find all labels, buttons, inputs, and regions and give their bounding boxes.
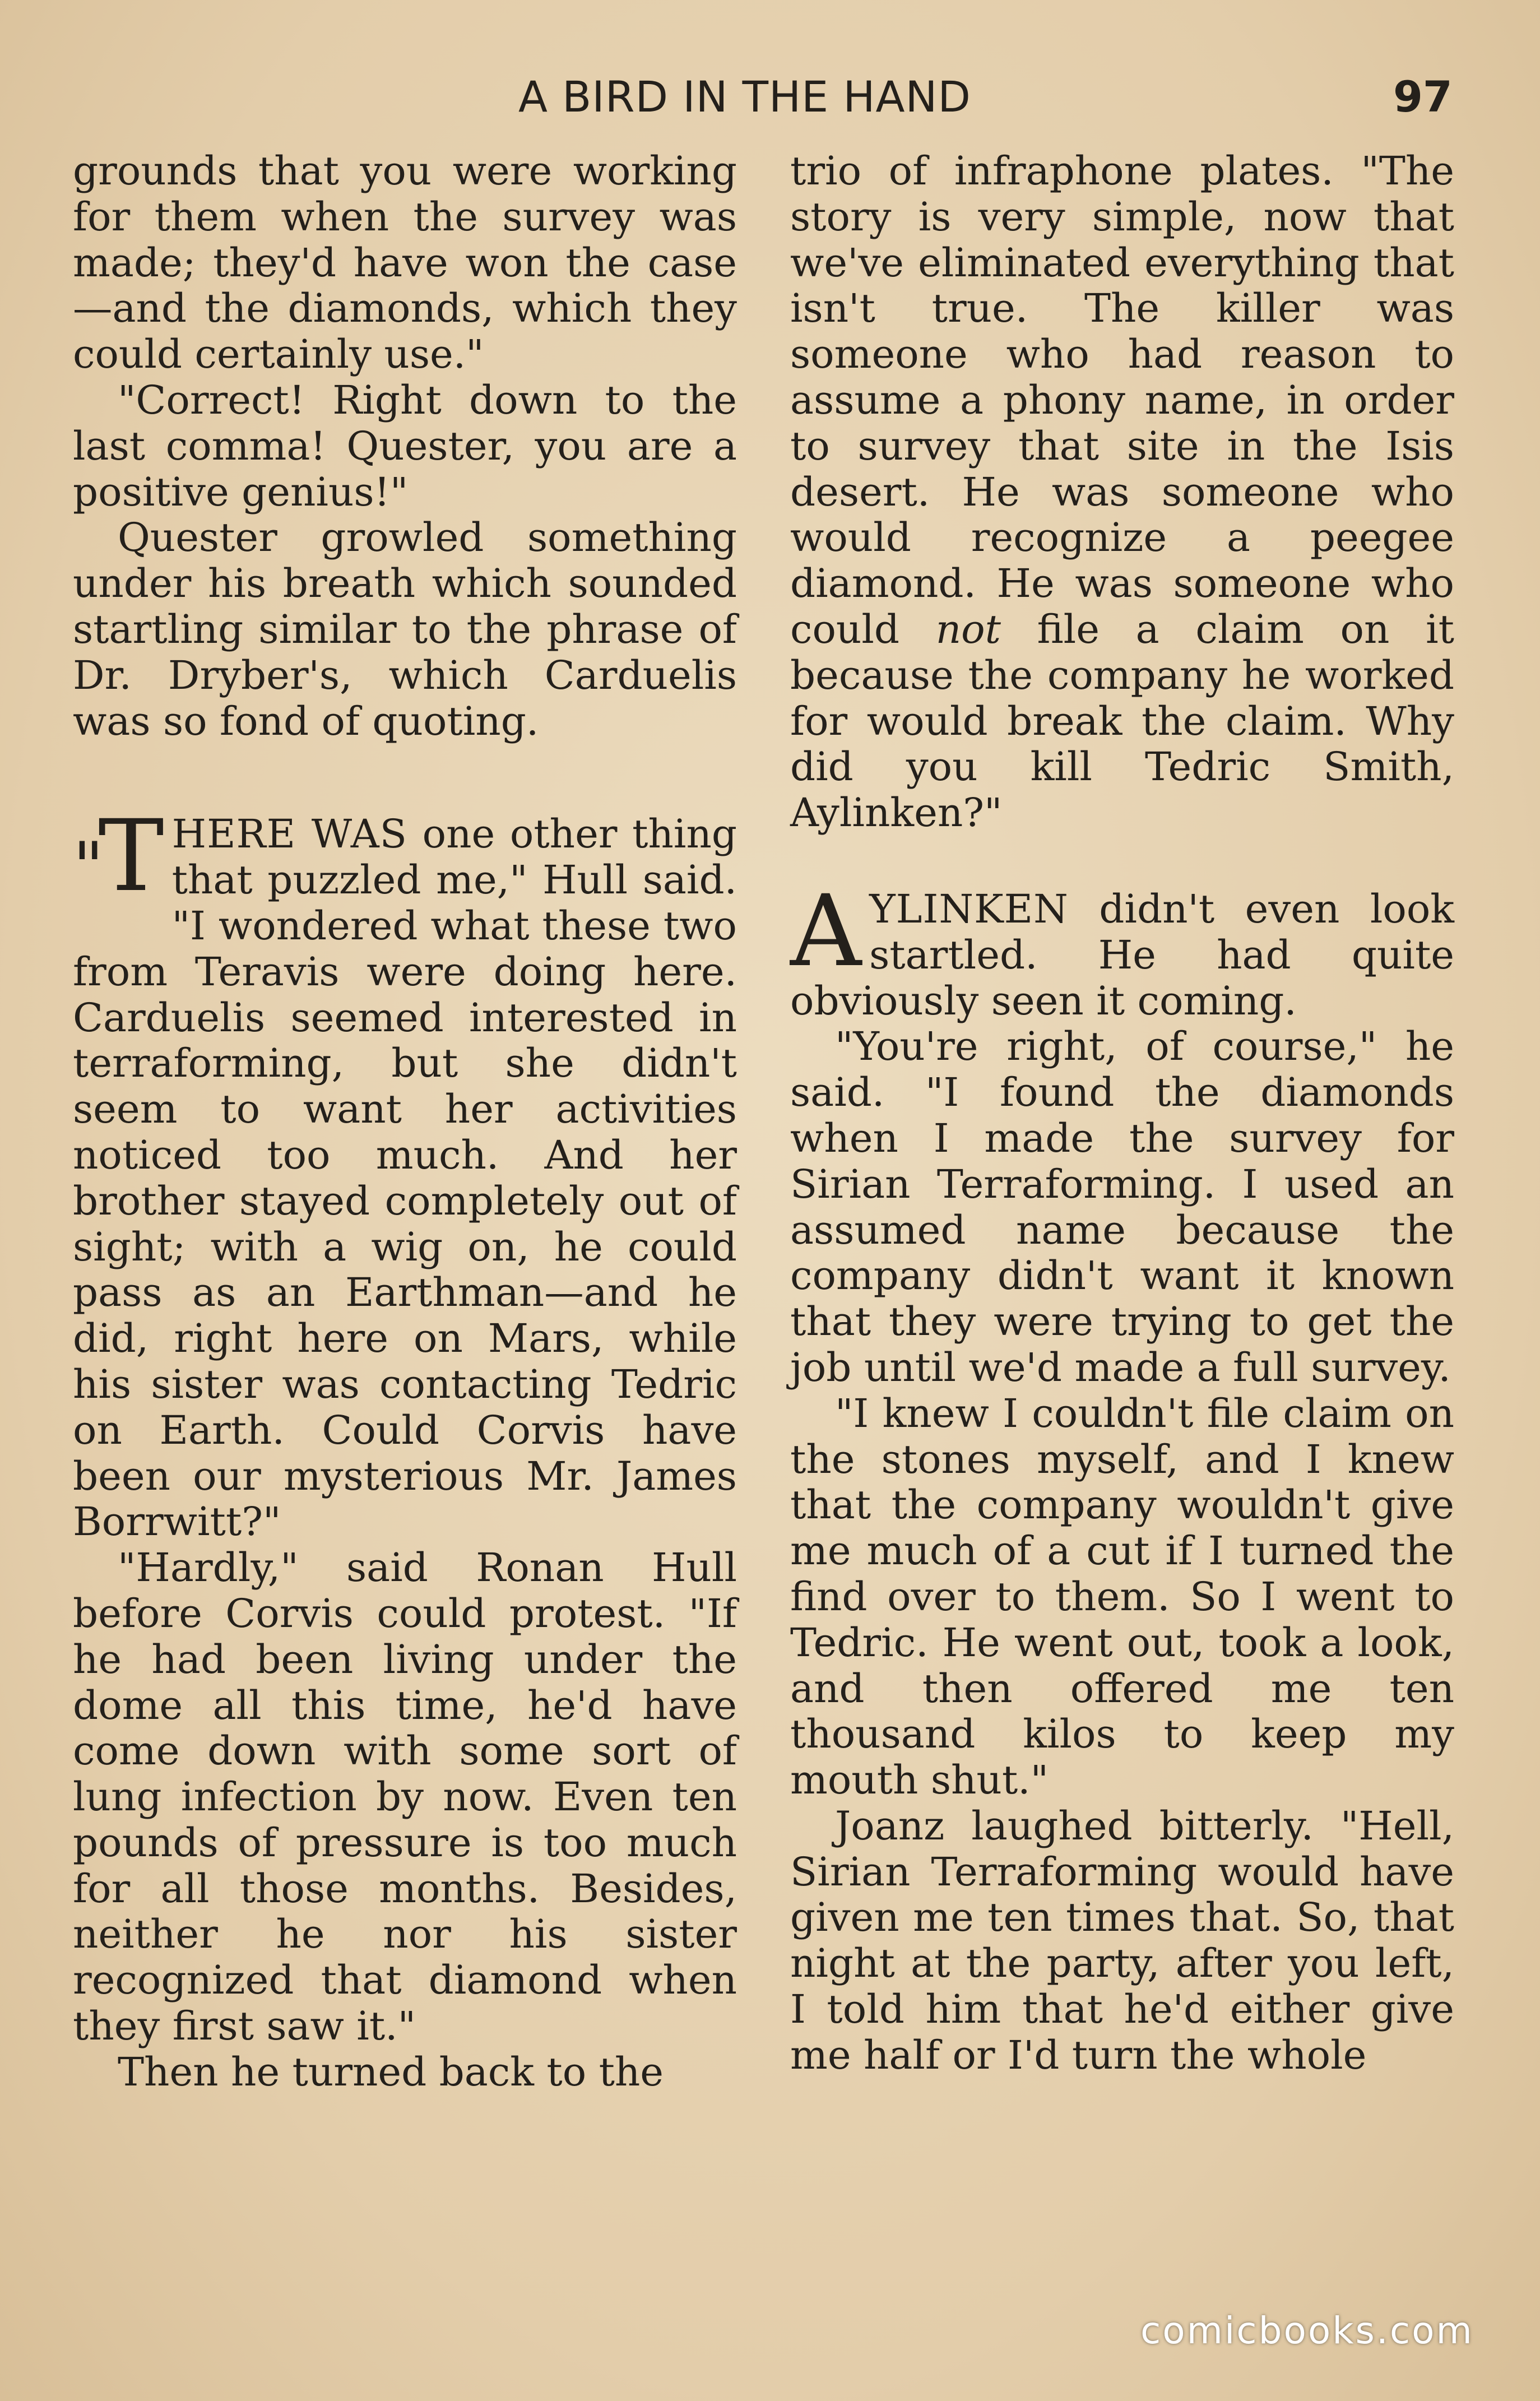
paragraph-text: trio of infraphone plates. "The story is very simple, now that we've eliminated everything that isn't true. The killer was someone who had reason to assume a phony name, in order to survey that site in the Isis desert. He was someone who would recognize a peegee diamond. He was someone who could xyxy=(790,148,1454,652)
paragraph: "You're right, of course," he said. "I found the diamonds when I made the survey for Sirian Terraforming. I used an assumed name because the company didn't want it known that they were trying to get the job until we'd made a full survey. xyxy=(790,1023,1454,1390)
watermark: comicbooks.com xyxy=(1140,2309,1474,2352)
paragraph-text: file a claim on it because the company he worked for would break the claim. Why did you kill Tedric Smith, Aylinken?" xyxy=(790,606,1454,836)
page-number: 97 xyxy=(1393,72,1453,122)
paragraph-text: one other thing that puzzled me," Hull said. "I wondered what these two from Teravis were doing here. Carduelis seemed interested in terraforming, but she didn't seem to want her activities noticed too much. And her brother stayed completely out of sight; with a wig on, he could pass as an Earthman—and he did, right here on Mars, while his sister was contacting Tedric on Earth. Could Corvis have been our mysterious Mr. James Borrwitt?" xyxy=(73,811,737,1545)
section-break xyxy=(790,836,1454,887)
lead-in-caps: YLINKEN xyxy=(869,886,1069,932)
paragraph xyxy=(790,149,1454,836)
paragraph: Joanz laughed bitterly. "Hell, Sirian Terraforming would have given me ten times that. So, that night at the party, after you left, I told him that he'd either give me half or I'd turn the whole xyxy=(790,1802,1454,2078)
drop-cap-quote: " xyxy=(73,828,104,907)
paragraph-dropcap xyxy=(73,799,737,1545)
paragraph: grounds that you were working for them when the survey was made; they'd have won the case—and the diamonds, which they could certainly use." xyxy=(73,148,737,378)
drop-cap: A xyxy=(790,873,862,989)
paragraph: "Hardly," said Ronan Hull before Corvis could protest. "If he had been living under the dome all this time, he'd have come down with some sort of lung infection by now. Even ten pounds of pressure is too much for all those months. Besides, neither he nor his sister recognized that diamond when they first saw it." xyxy=(73,1545,737,2050)
section-break xyxy=(73,744,737,812)
paragraph: "I knew I couldn't file claim on the stones myself, and I knew that the company wouldn't give me much of a cut if I turned the find over to them. So I went to Tedric. He went out, took a look, and then offered me ten thousand kilos to keep my mouth shut." xyxy=(790,1390,1454,1804)
paragraph-dropcap xyxy=(790,873,1454,1024)
right-column xyxy=(790,149,1454,2079)
drop-cap-letter: T xyxy=(98,799,164,914)
paragraph: Quester growled something under his breath which sounded startling similar to the phrase of Dr. Dryber's, which Carduelis was so fond of quoting. xyxy=(73,514,737,744)
left-column xyxy=(73,149,737,2096)
running-header xyxy=(0,72,1540,133)
paragraph-text: didn't even look startled. He had quite obviously seen it coming. xyxy=(790,886,1454,1024)
lead-in-caps: HERE WAS xyxy=(171,811,407,858)
paragraph: Then he turned back to the xyxy=(118,2048,664,2095)
paragraph: "Correct! Right down to the last comma! Quester, you are a positive genius!" xyxy=(73,377,737,515)
drop-cap xyxy=(73,799,164,914)
emphasis-text: not xyxy=(935,606,1001,652)
running-title: A BIRD IN THE HAND xyxy=(518,72,971,122)
